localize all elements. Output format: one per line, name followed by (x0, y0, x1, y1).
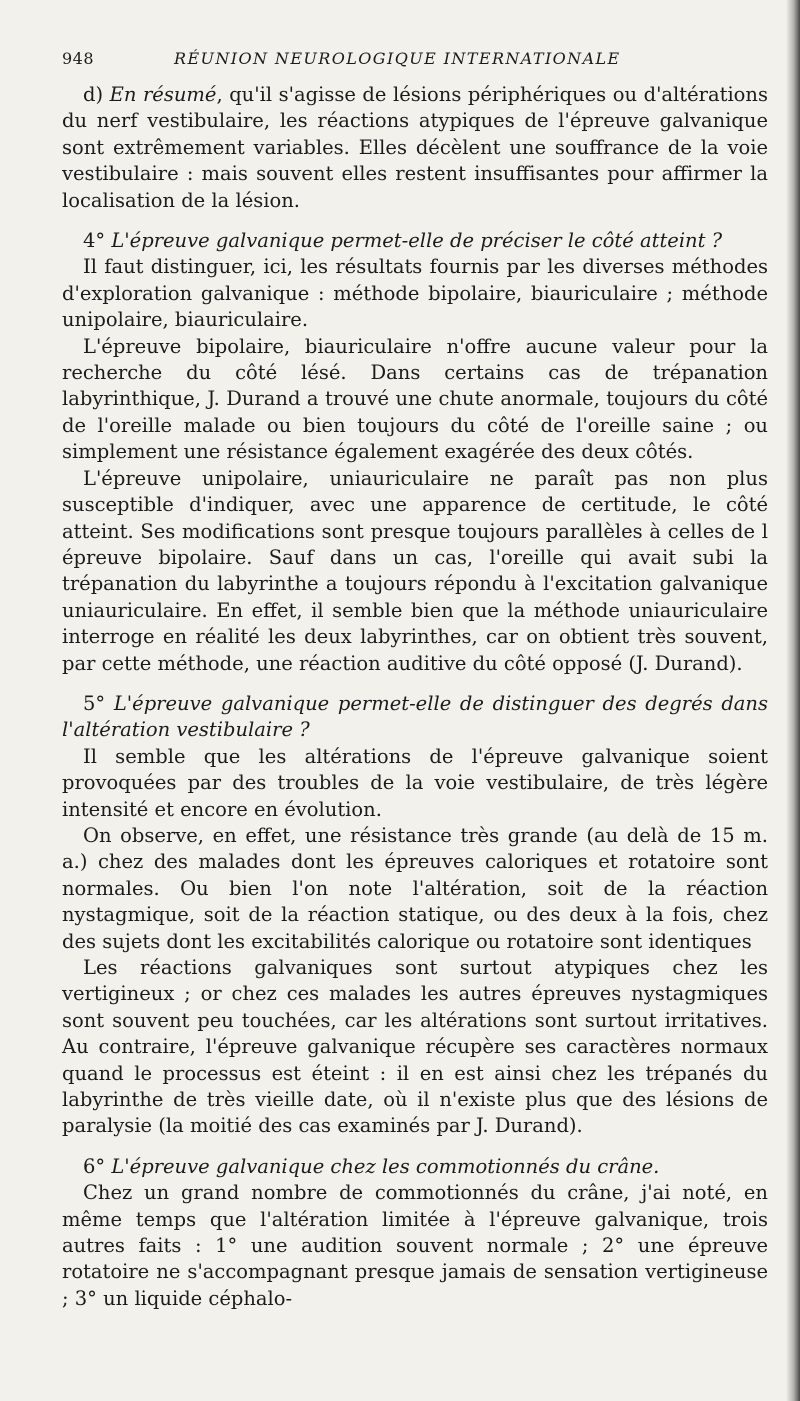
section-5-paragraph-1: Il semble que les altérations de l'épreuve galvanique soient provoquées par des troubles de la voie vestibulaire, de très légère intensité et encore en évolution. (62, 744, 768, 821)
summary-lead: En résumé (109, 83, 217, 106)
item-label-d: d) (83, 83, 110, 106)
page-body (62, 82, 768, 1312)
page-edge-shadow (786, 0, 800, 1401)
running-title: RÉUNION NEUROLOGIQUE INTERNATIONALE (174, 49, 621, 68)
page-number: 948 (62, 49, 95, 68)
section-4-number: 4° (83, 229, 112, 253)
section-5-number: 5° (83, 691, 114, 715)
section-5-heading (62, 691, 768, 744)
section-4-heading (62, 228, 768, 254)
section-4-title: L'épreuve galvanique permet-elle de préciser le côté atteint ? (111, 229, 723, 253)
section-5-title: L'épreuve galvanique permet-elle de distinguer des degrés dans l'altération vestibulaire ? (62, 691, 768, 742)
section-6-heading (62, 1154, 768, 1180)
section-5-paragraph-2: On observe, en effet, une résistance très grande (au delà de 15 m. a.) chez des malades dont les épreuves caloriques et rotatoire sont normales. Ou bien l'on note l'altération, soit de la réaction nystagmique, soit de la réaction statique, ou des deux à la fois, chez des sujets dont les excitabilités calorique ou rotatoire sont identiques (62, 823, 768, 953)
section-4-paragraph-3: L'épreuve unipolaire, uniauriculaire ne paraît pas non plus susceptible d'indiquer, avec une apparence de certitude, le côté atteint. Ses modifications sont presque toujours parallèles à celles de l épreuve bipolaire. Sauf dans un cas, l'oreille qui avait subi la trépanation du labyrinthe a toujours répondu à l'excitation galvanique uniauriculaire. En effet, il semble bien que la méthode uniauriculaire interroge en réalité les deux labyrinthes, car on obtient très souvent, par cette méthode, une réaction auditive du côté opposé (J. Durand). (62, 466, 768, 675)
section-6-paragraph-1: Chez un grand nombre de commotionnés du crâne, j'ai noté, en même temps que l'altération limitée à l'épreuve galvanique, trois autres faits : 1° une audition souvent normale ; 2° une épreuve rotatoire ne s'accompagnant presque jamais de sensation vertigineuse ; 3° un liquide céphalo- (62, 1181, 768, 1310)
summary-text: , qu'il s'agisse de lésions périphériques ou d'altérations du nerf vestibulaire, les réactions atypiques de l'épreuve galvanique sont extrêmement variables. Elles décèlent une souffrance de la voie vestibulaire : mais souvent elles restent insuffisantes pour affirmer la localisation de la lésion. (62, 83, 768, 212)
paragraph-d-summary (62, 82, 768, 214)
section-4-paragraph-2: L'épreuve bipolaire, biauriculaire n'offre aucune valeur pour la recherche du côté lésé. Dans certains cas de trépanation labyrinthique, J. Durand a trouvé une chute anormale, toujours du côté de l'oreille malade ou bien toujours du côté de l'oreille saine ; ou simplement une résistance également exagérée des deux côtés. (62, 334, 768, 464)
section-5-paragraph-3: Les réactions galvaniques sont surtout atypiques chez les vertigineux ; or chez ces malades les autres épreuves nystagmiques sont souvent peu touchées, car les altérations sont surtout irritatives. Au contraire, l'épreuve galvanique récupère ses caractères normaux quand le processus est éteint : il en est ainsi chez les trépanés du labyrinthe de très vieille date, où il n'existe plus que des lésions de paralysie (la moitié des cas examinés par J. Durand). (62, 956, 768, 1138)
section-6-title: L'épreuve galvanique chez les commotionnés du crâne. (111, 1154, 660, 1178)
section-4-paragraph-1: Il faut distinguer, ici, les résultats fournis par les diverses méthodes d'exploration galvanique : méthode bipolaire, biauriculaire ; méthode unipolaire, biauriculaire. (62, 255, 768, 332)
section-6-number: 6° (83, 1154, 112, 1178)
